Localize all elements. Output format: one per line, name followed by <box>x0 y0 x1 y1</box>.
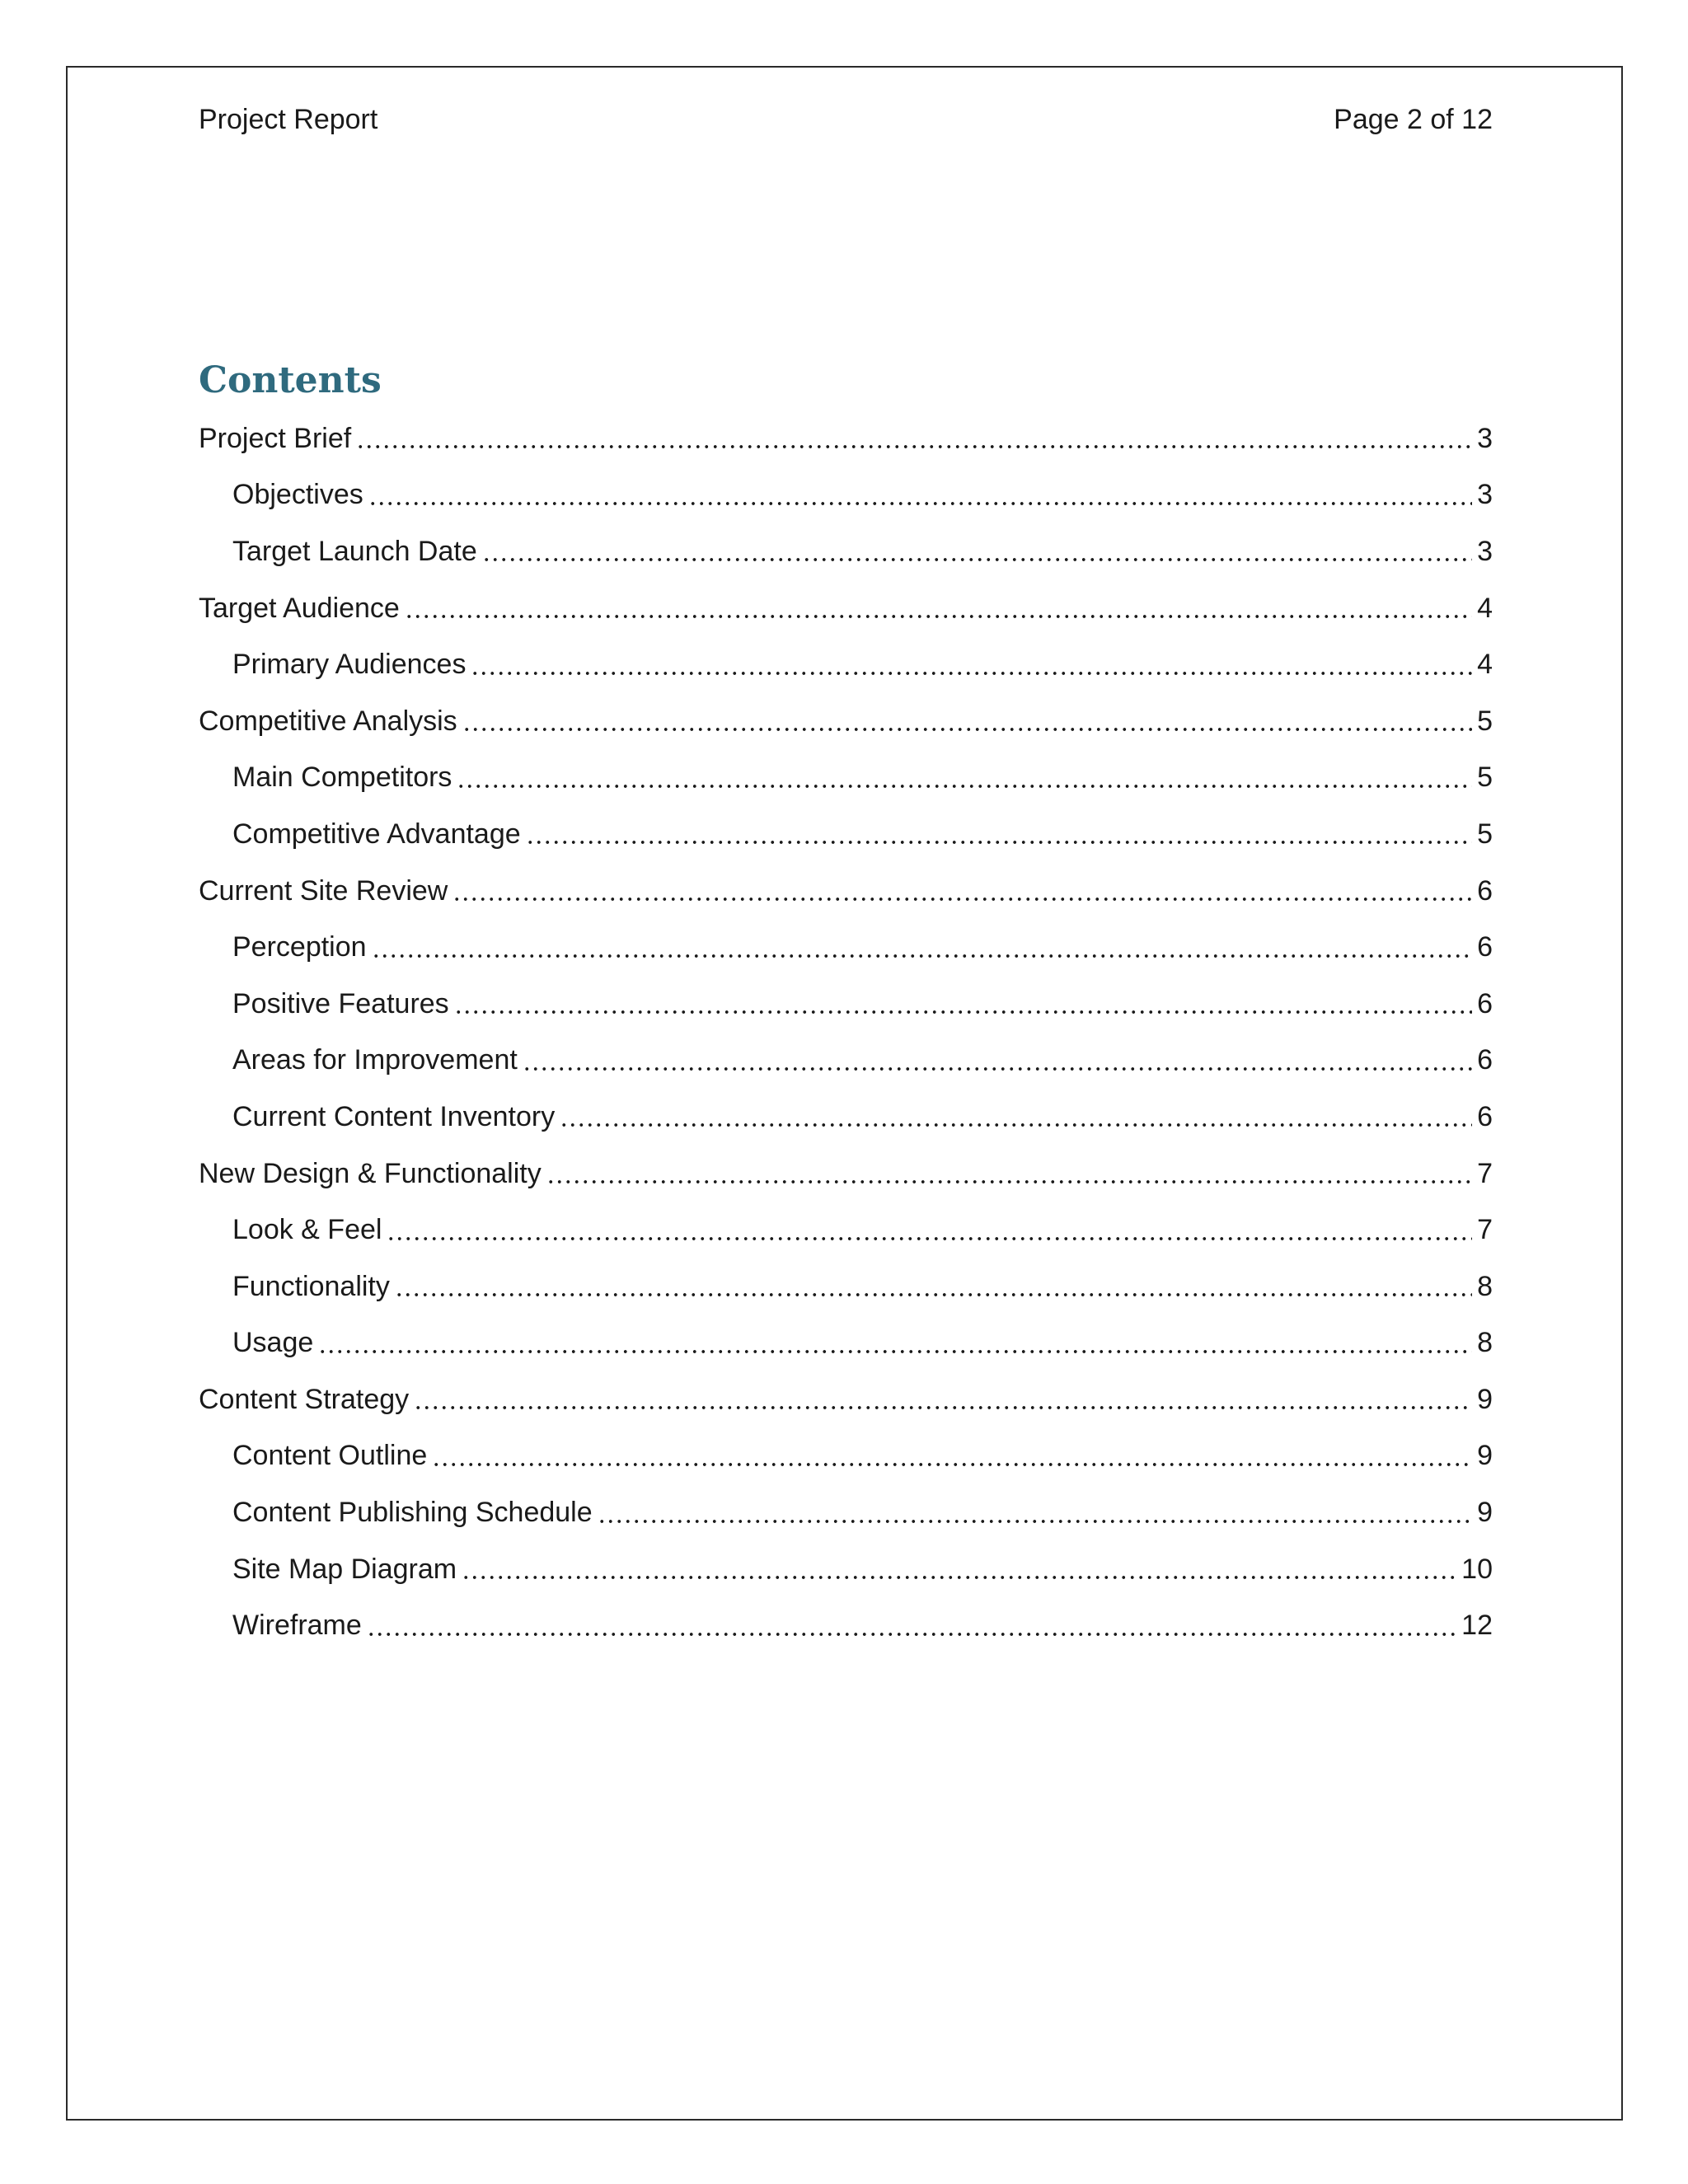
toc-dot-leader <box>526 820 1472 848</box>
toc-entry-label: Content Publishing Schedule <box>232 1497 593 1529</box>
toc-entry-page-number: 5 <box>1477 705 1493 737</box>
toc-entry-label: Look & Feel <box>232 1214 382 1246</box>
toc-dot-leader <box>457 764 1472 792</box>
toc-entry[interactable] <box>199 693 1493 750</box>
header-page-number: Page 2 of 12 <box>1334 104 1493 135</box>
header-title: Project Report <box>199 104 378 135</box>
toc-entry[interactable] <box>199 1033 1493 1090</box>
toc-dot-leader <box>523 1047 1472 1075</box>
toc-entry-page-number: 5 <box>1477 762 1493 794</box>
toc-entry[interactable] <box>199 806 1493 863</box>
toc-dot-leader <box>318 1329 1472 1357</box>
toc-dot-leader <box>560 1103 1472 1131</box>
toc-entry-label: Competitive Analysis <box>199 705 457 737</box>
toc-entry-label: Site Map Diagram <box>232 1553 457 1585</box>
toc-dot-leader <box>395 1272 1472 1301</box>
toc-dot-leader <box>452 877 1472 905</box>
toc-entry-page-number: 6 <box>1477 1100 1493 1132</box>
toc-entry-page-number: 6 <box>1477 1044 1493 1076</box>
toc-dot-leader <box>598 1499 1472 1527</box>
toc-entry-label: Positive Features <box>232 987 449 1019</box>
toc-entry-page-number: 8 <box>1477 1270 1493 1302</box>
toc-entry-page-number: 3 <box>1477 422 1493 454</box>
toc-dot-leader <box>454 990 1472 1018</box>
toc-entry[interactable] <box>199 1541 1493 1598</box>
toc-entry-label: Objectives <box>232 479 363 511</box>
toc-entry-label: Content Strategy <box>199 1383 410 1415</box>
toc-entry[interactable] <box>199 636 1493 693</box>
toc-entry[interactable] <box>199 1371 1493 1428</box>
toc-entry-label: Competitive Advantage <box>232 818 521 850</box>
toc-entry-label: Usage <box>232 1327 314 1359</box>
toc-entry-page-number: 3 <box>1477 479 1493 511</box>
toc-dot-leader <box>432 1442 1472 1470</box>
toc-entry-page-number: 9 <box>1477 1497 1493 1529</box>
toc-dot-leader <box>387 1216 1472 1244</box>
toc-dot-leader <box>405 594 1472 622</box>
toc-entry-page-number: 5 <box>1477 818 1493 850</box>
toc-entry[interactable] <box>199 1597 1493 1654</box>
toc-entry-page-number: 6 <box>1477 931 1493 963</box>
toc-entry-page-number: 9 <box>1477 1383 1493 1415</box>
toc-entry[interactable] <box>199 523 1493 580</box>
toc-entry[interactable] <box>199 750 1493 807</box>
toc-entry[interactable] <box>199 1258 1493 1315</box>
toc-heading: Contents <box>199 359 382 401</box>
toc-dot-leader <box>414 1385 1472 1413</box>
toc-entry-page-number: 12 <box>1461 1610 1493 1642</box>
toc-entry-page-number: 7 <box>1477 1157 1493 1189</box>
toc-entry-label: Target Audience <box>199 592 400 624</box>
toc-entry-page-number: 10 <box>1461 1553 1493 1585</box>
toc-dot-leader <box>356 424 1472 452</box>
toc-entry[interactable] <box>199 1315 1493 1372</box>
toc-dot-leader <box>471 651 1472 679</box>
toc-entry-page-number: 6 <box>1477 874 1493 907</box>
toc-entry-page-number: 8 <box>1477 1327 1493 1359</box>
toc-entry-label: Perception <box>232 931 367 963</box>
toc-dot-leader <box>367 1612 1456 1640</box>
toc-entry-page-number: 7 <box>1477 1214 1493 1246</box>
toc-entry-page-number: 6 <box>1477 987 1493 1019</box>
toc-entry[interactable] <box>199 1202 1493 1258</box>
page-header <box>199 99 1493 140</box>
toc-entry-page-number: 9 <box>1477 1440 1493 1472</box>
toc-entry-label: Areas for Improvement <box>232 1044 518 1076</box>
toc-entry-page-number: 4 <box>1477 649 1493 681</box>
toc-entry-label: Primary Audiences <box>232 649 467 681</box>
toc-entry-label: Wireframe <box>232 1610 362 1642</box>
table-of-contents <box>199 410 1493 1654</box>
toc-entry-label: Current Content Inventory <box>232 1100 556 1132</box>
toc-entry-page-number: 3 <box>1477 535 1493 567</box>
toc-dot-leader <box>462 707 1472 735</box>
toc-entry-label: Content Outline <box>232 1440 428 1472</box>
toc-entry[interactable] <box>199 1089 1493 1146</box>
toc-entry-label: Functionality <box>232 1270 390 1302</box>
toc-entry[interactable] <box>199 976 1493 1033</box>
toc-dot-leader <box>368 481 1472 509</box>
toc-entry-label: Target Launch Date <box>232 535 477 567</box>
toc-entry[interactable] <box>199 1484 1493 1541</box>
toc-entry[interactable] <box>199 919 1493 976</box>
toc-entry-label: Main Competitors <box>232 762 452 794</box>
toc-dot-leader <box>482 537 1472 565</box>
toc-dot-leader <box>372 934 1473 962</box>
toc-entry-label: Current Site Review <box>199 874 448 907</box>
toc-dot-leader <box>462 1555 1456 1583</box>
toc-entry[interactable] <box>199 1146 1493 1202</box>
toc-dot-leader <box>546 1160 1472 1188</box>
toc-entry[interactable] <box>199 410 1493 467</box>
toc-entry[interactable] <box>199 467 1493 524</box>
toc-entry-page-number: 4 <box>1477 592 1493 624</box>
toc-entry-label: New Design & Functionality <box>199 1157 542 1189</box>
toc-entry[interactable] <box>199 580 1493 637</box>
toc-entry[interactable] <box>199 863 1493 920</box>
toc-entry[interactable] <box>199 1428 1493 1485</box>
toc-entry-label: Project Brief <box>199 422 352 454</box>
